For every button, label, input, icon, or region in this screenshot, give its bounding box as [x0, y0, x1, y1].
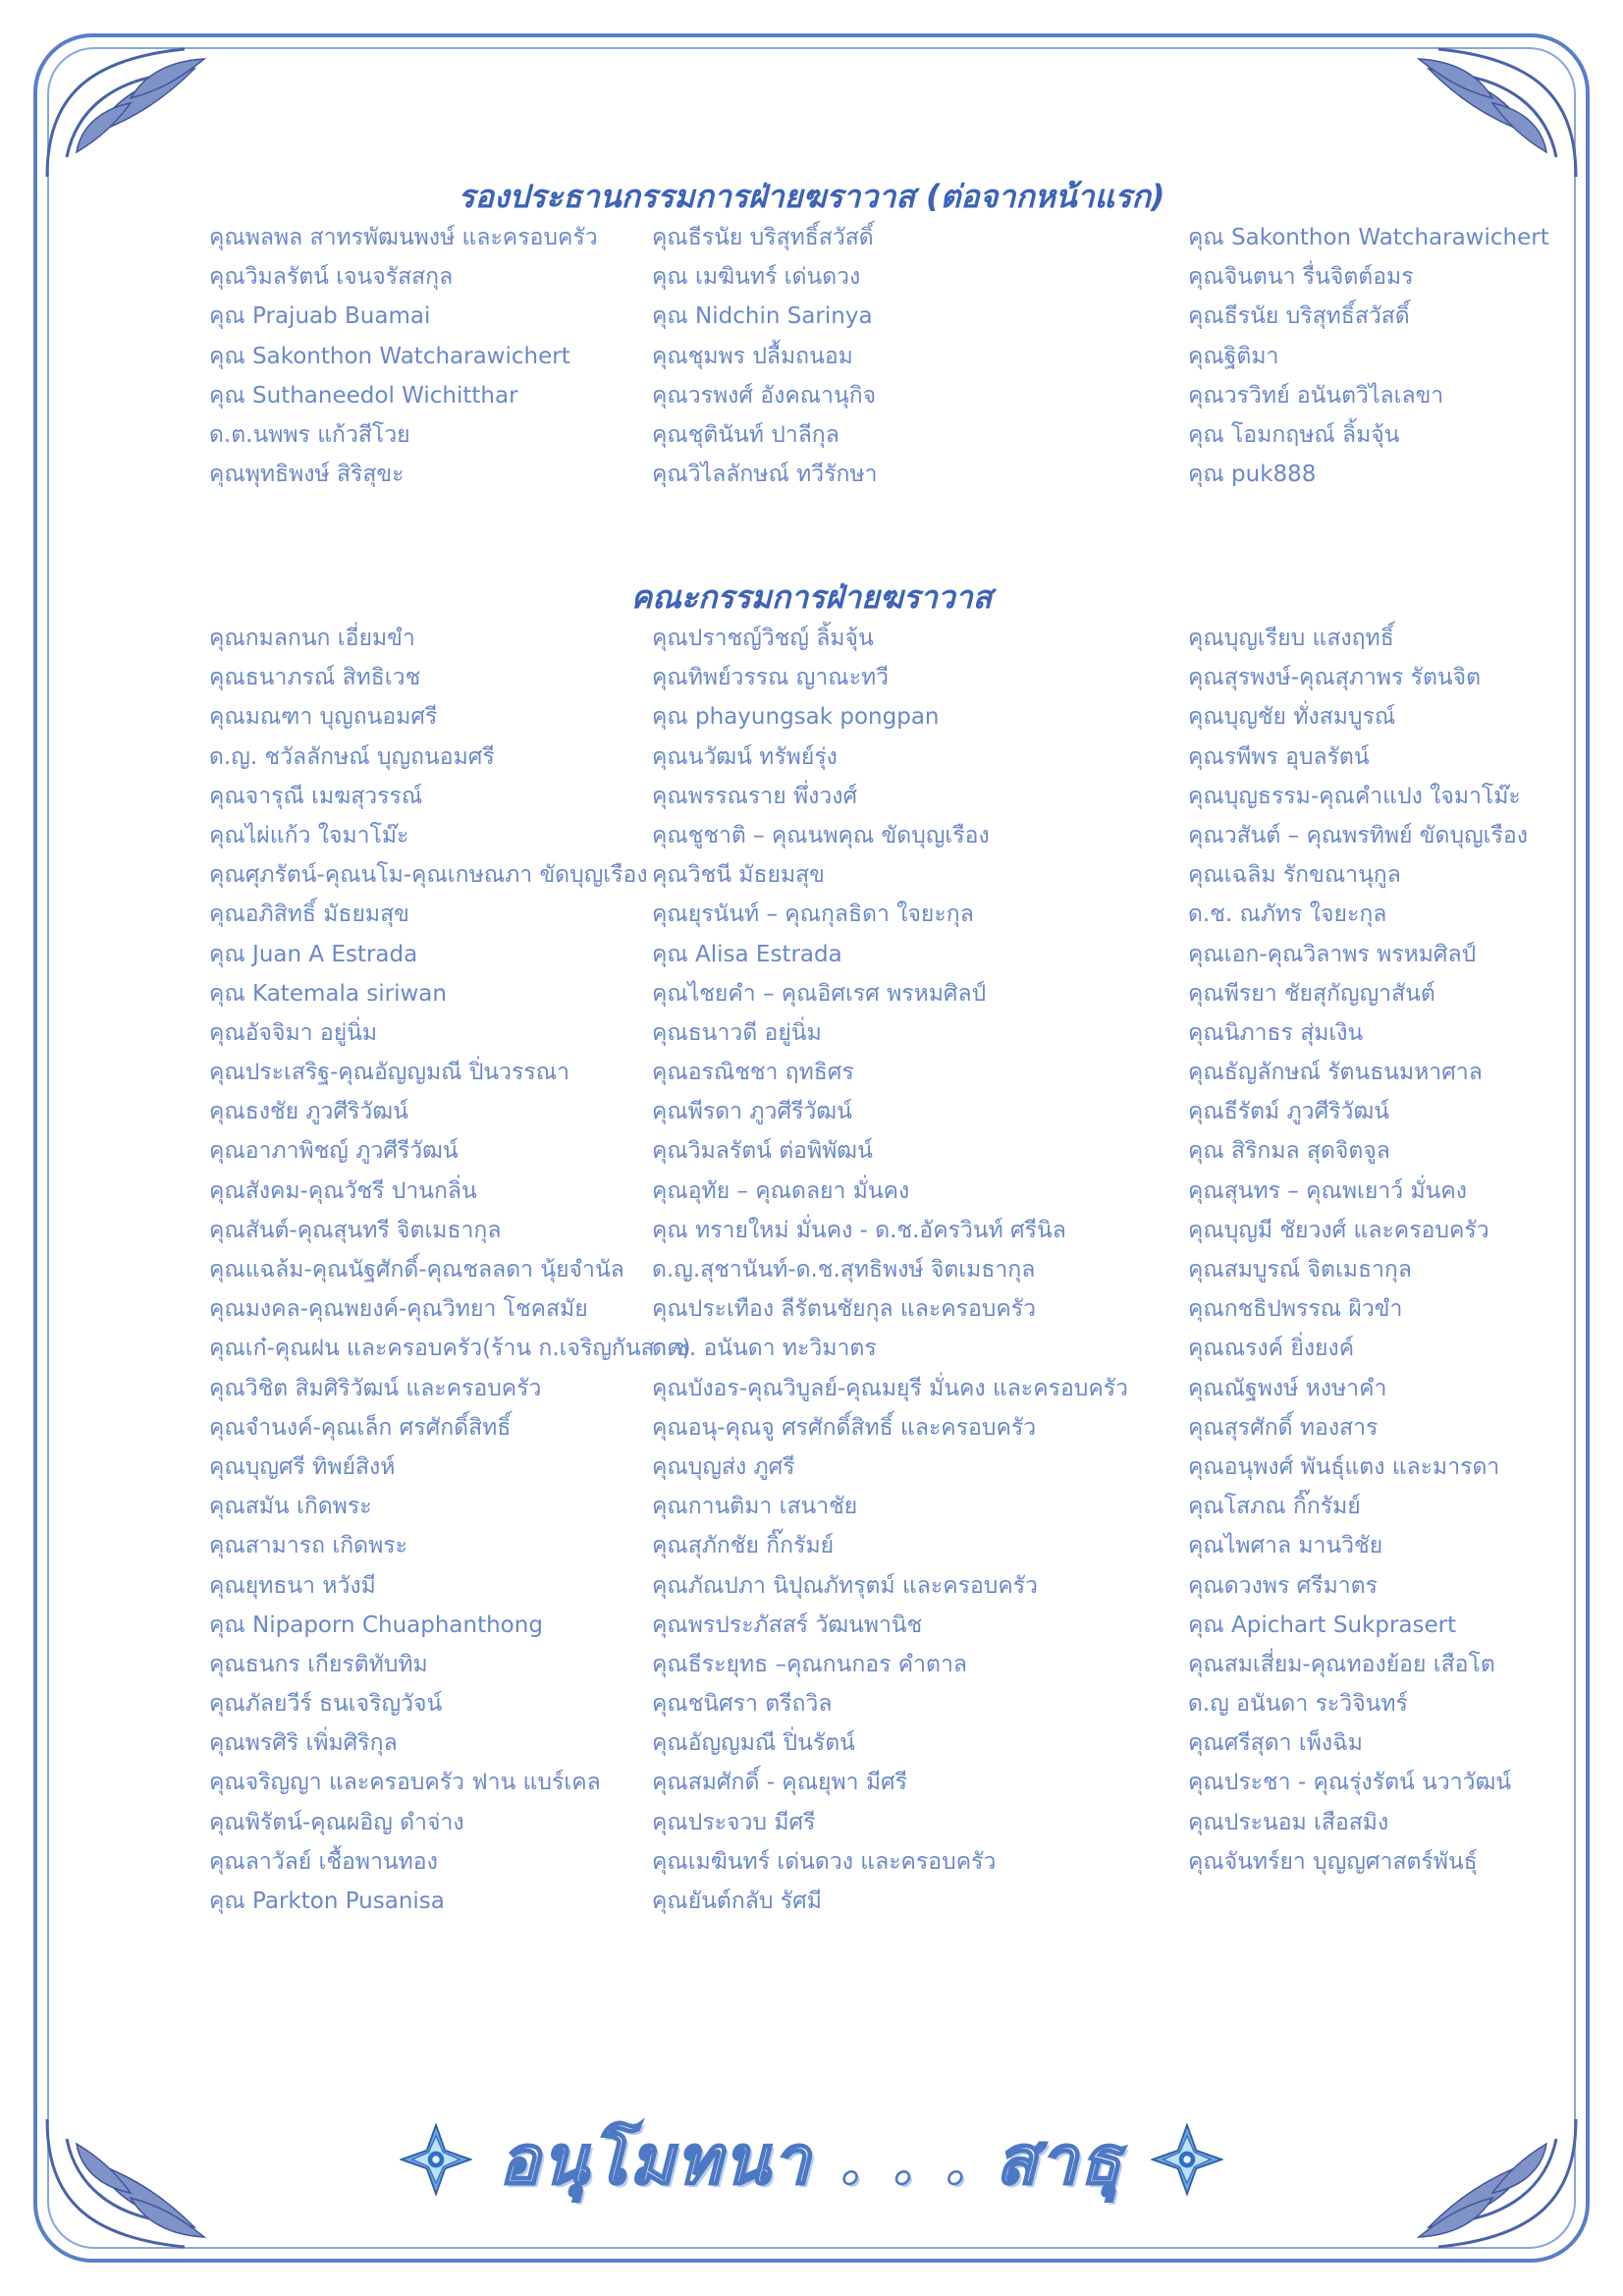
name-entry: คุณอนุ-คุณจู ศรศักดิ์สิทธิ์ และครอบครัว: [652, 1414, 1037, 1441]
name-entry: คุณวิชิต สิมศิริวัฒน์ และครอบครัว: [209, 1375, 542, 1401]
name-entry: คุณจินตนา รื่นจิตต์อมร: [1188, 264, 1414, 291]
ornament-gem-icon: [1151, 2123, 1223, 2196]
name-entry: คุณ Apichart Sukprasert: [1188, 1612, 1457, 1638]
name-entry: คุณกานติมา เสนาชัย: [652, 1494, 858, 1520]
name-entry: คุณ เมฆินทร์ เด่นดวง: [652, 264, 861, 291]
name-entry: คุณอัญญมณี ปิ่นรัตน์: [652, 1730, 855, 1757]
name-entry: คุณสังคม-คุณวัชรี ปานกลิ่น: [209, 1177, 477, 1204]
name-entry: คุณสามารถ เกิดพระ: [209, 1533, 407, 1559]
name-entry: คุณ Sakonthon Watcharawichert: [209, 343, 570, 369]
name-entry: คุณธีรัตม์ ภูวศีริวัฒน์: [1188, 1099, 1389, 1125]
name-entry: คุณชนิศรา ตรีถวิล: [652, 1691, 833, 1718]
name-entry: คุณสันต์-คุณสุนทรี จิตเมธากุล: [209, 1217, 502, 1243]
name-entry: คุณวิชนี มัธยมสุข: [652, 862, 825, 889]
name-entry: คุณธงชัย ภูวศีริวัฒน์: [209, 1099, 408, 1125]
footer-blessing: [0, 2106, 1623, 2214]
name-entry: คุณ Katemala siriwan: [209, 980, 447, 1007]
name-entry: คุณธีระยุทธ –คุณกนกอร คำตาล: [652, 1651, 967, 1677]
name-entry: คุณอภิสิทธิ์ มัธยมสุข: [209, 902, 409, 928]
name-entry: คุณสุรศักดิ์ ทองสาร: [1188, 1414, 1379, 1441]
name-entry: คุณ Alisa Estrada: [652, 941, 842, 967]
name-entry: คุณพีรดา ภูวศีรีวัฒน์: [652, 1099, 852, 1125]
name-entry: คุณสมบูรณ์ จิตเมธากุล: [1188, 1257, 1412, 1283]
vice-chair-section-title: รองประธานกรรมการฝ่ายฆราวาส (ต่อจากหน้าแรก): [458, 178, 1165, 215]
name-entry: คุณวรพงศ์ อังคณานุกิจ: [652, 382, 877, 409]
name-entry: ด.ญ. ชวัลลักษณ์ บุญถนอมศรี: [209, 743, 495, 770]
name-entry: คุณ Sakonthon Watcharawichert: [1188, 225, 1549, 250]
name-entry: คุณ puk888: [1188, 462, 1317, 488]
name-entry: คุณ Prajuab Buamai: [209, 303, 431, 330]
corner-ornament-top-left: [37, 39, 214, 187]
name-entry: คุณสมเสี่ยม-คุณทองย้อย เสือโต: [1188, 1651, 1495, 1677]
name-entry: คุณพรประภัสสร์ วัฒนพานิช: [652, 1612, 923, 1638]
name-entry: คุณดวงพร ศรีมาตร: [1188, 1572, 1378, 1599]
name-entry: คุณวสันต์ – คุณพรทิพย์ ขัดบุญเรือง: [1188, 822, 1528, 848]
name-entry: คุณชุตินันท์ ปาลีกุล: [652, 421, 839, 448]
name-entry: คุณเอก-คุณวิลาพร พรหมศิลป์: [1188, 941, 1477, 967]
name-entry: คุณแฉล้ม-คุณนัฐศักดิ์-คุณชลลดา นุ้ยจำนัล: [209, 1257, 624, 1283]
name-entry: คุณประจวบ มีศรี: [652, 1809, 816, 1835]
name-entry: คุณยุทธนา หวังมี: [209, 1572, 376, 1599]
name-entry: คุณธัญลักษณ์ รัตนธนมหาศาล: [1188, 1060, 1483, 1086]
name-entry: คุณจำนงค์-คุณเล็ก ศรศักดิ์สิทธิ์: [209, 1414, 512, 1441]
name-entry: คุณประเสริฐ-คุณอัญญมณี ปิ่นวรรณา: [209, 1060, 570, 1086]
name-entry: คุณ Nipaporn Chuaphanthong: [209, 1612, 543, 1638]
name-entry: คุณมณฑา บุญถนอมศรี: [209, 704, 438, 731]
name-entry: ด.ญ.สุชานันท์-ด.ช.สุทธิพงษ์ จิตเมธากุล: [652, 1257, 1036, 1283]
ornament-gem-icon: [400, 2123, 472, 2196]
name-entry: คุณอุทัย – คุณดลยา มั่นคง: [652, 1177, 910, 1204]
name-entry: คุณจารุณี เมฆสุวรรณ์: [209, 783, 423, 809]
name-entry: คุณณัฐพงษ์ หงษาคำ: [1188, 1375, 1387, 1401]
name-entry: คุณ Nidchin Sarinya: [652, 303, 873, 330]
name-entry: คุณบุญศรี ทิพย์สิงห์: [209, 1453, 396, 1480]
name-entry: คุณอรณิชชา ฤทธิศร: [652, 1060, 854, 1086]
name-entry: คุณสุนทร – คุณพเยาว์ มั่นคง: [1188, 1177, 1467, 1204]
name-entry: คุณพรศิริ เพิ่มศิริกุล: [209, 1730, 398, 1757]
name-entry: คุณโสภณ กิ๊กรัมย์: [1188, 1494, 1361, 1520]
name-entry: คุณ Juan A Estrada: [209, 941, 418, 967]
name-entry: คุณ phayungsak pongpan: [652, 704, 940, 731]
name-entry: คุณชุมพร ปลื้มถนอม: [652, 343, 853, 369]
name-entry: คุณไผ่แก้ว ใจมาโม๊ะ: [209, 822, 409, 848]
name-entry: คุณนวัฒน์ ทรัพย์รุ่ง: [652, 743, 838, 770]
name-entry: ด.ช. อนันดา ทะวิมาตร: [652, 1336, 877, 1362]
name-entry: คุณลาวัลย์ เชื้อพานทอง: [209, 1848, 438, 1875]
committee-column-1: [209, 619, 690, 1921]
corner-ornament-top-right: [1409, 39, 1586, 187]
name-entry: คุณพรรณราย พึ่งวงศ์: [652, 783, 858, 809]
name-entry: คุณนิภาธร สุ่มเงิน: [1188, 1019, 1364, 1046]
name-entry: คุณธนาภรณ์ สิทธิเวช: [209, 665, 421, 691]
name-entry: คุณพุทธิพงษ์ สิริสุขะ: [209, 462, 405, 488]
name-entry: คุณไพศาล มานวิชัย: [1188, 1533, 1383, 1559]
name-entry: คุณธีรนัย บริสุทธิ์สวัสดิ์: [1188, 303, 1410, 330]
name-entry: คุณกชธิปพรรณ ผิวขำ: [1188, 1296, 1403, 1323]
name-entry: คุณเมฆินทร์ เด่นดวง และครอบครัว: [652, 1848, 997, 1875]
name-entry: คุณบุญส่ง ภูศรี: [652, 1453, 795, 1480]
name-entry: คุณ โอมกฤษณ์ ลิ้มจุ้น: [1188, 421, 1400, 448]
name-entry: คุณพีรยา ชัยสุกัญญาสันต์: [1188, 980, 1435, 1007]
name-entry: คุณรพีพร อุบลรัตน์: [1188, 743, 1370, 770]
committee-column-3: [1188, 619, 1528, 1882]
name-entry: คุณ สิริกมล สุดจิตจูล: [1188, 1138, 1390, 1165]
name-entry: คุณวิไลลักษณ์ ทวีรักษา: [652, 462, 878, 488]
name-entry: คุณศรีสุดา เพ็งฉิม: [1188, 1730, 1363, 1757]
name-entry: คุณมงคล-คุณพยงค์-คุณวิทยา โชคสมัย: [209, 1296, 588, 1323]
name-entry: คุณประเทือง ลีรัตนชัยกุล และครอบครัว: [652, 1296, 1037, 1323]
name-entry: คุณบุญชัย ทั่งสมบูรณ์: [1188, 704, 1396, 731]
name-entry: คุณศุภรัตน์-คุณนโม-คุณเกษณภา ขัดบุญเรือง: [209, 862, 648, 889]
committee-column-2: [652, 619, 1128, 1921]
name-entry: คุณบังอร-คุณวิบูลย์-คุณมยุรี มั่นคง และครอบครัว: [652, 1375, 1129, 1401]
name-entry: คุณกมลกนก เอี่ยมขำ: [209, 626, 415, 651]
name-entry: คุณอนุพงศ์ พันธุ์แตง และมารดา: [1188, 1453, 1500, 1480]
name-entry: คุณเฉลิม รักขณานุกูล: [1188, 862, 1401, 889]
name-entry: คุณประชา - คุณรุ่งรัตน์ นวาวัฒน์: [1188, 1770, 1512, 1796]
name-entry: คุณเก๋-คุณฝน และครอบครัว(ร้าน ก.เจริญกันสาด): [209, 1336, 691, 1362]
name-entry: คุณ Suthaneedol Wichitthar: [209, 382, 518, 409]
name-entry: คุณวิมลรัตน์ ต่อพิพัฒน์: [652, 1138, 873, 1165]
name-entry: คุณจริญญา และครอบครัว ฟาน แบร์เคล: [209, 1770, 601, 1796]
vice-chair-column-3: [1188, 218, 1549, 494]
name-entry: คุณพิรัตน์-คุณผอิญ ดำจ่าง: [209, 1809, 464, 1835]
name-entry: คุณยันต์กลับ รัศมี: [652, 1888, 822, 1914]
name-entry: คุณภัณปภา นิปุณภัทรุตม์ และครอบครัว: [652, 1572, 1039, 1599]
name-entry: คุณ ทรายใหม่ มั่นคง - ด.ช.อัครวินท์ ศรีนิล: [652, 1217, 1066, 1243]
name-entry: คุณสุภักชัย กิ๊กรัมย์: [652, 1533, 835, 1559]
name-entry: คุณอาภาพิชญ์ ภูวศีรีวัฒน์: [209, 1138, 459, 1165]
name-entry: ด.ช. ณภัทร ใจยะกุล: [1188, 902, 1387, 928]
name-entry: คุณจันทร์ยา บุญญศาสตร์พันธุ์: [1188, 1848, 1478, 1875]
name-entry: คุณปราชญ์วิชญ์ ลิ้มจุ้น: [652, 626, 874, 651]
name-entry: คุณบุญธรรม-คุณคำแปง ใจมาโม๊ะ: [1188, 783, 1521, 809]
name-entry: คุณประนอม เสือสมิง: [1188, 1809, 1389, 1835]
name-entry: คุณภัลยวีร์ ธนเจริญวัจน์: [209, 1691, 443, 1718]
committee-section-title: คณะกรรมการฝ่ายฆราวาส: [630, 578, 993, 616]
name-entry: คุณชูชาติ – คุณนพคุณ ขัดบุญเรือง: [652, 822, 990, 848]
name-entry: คุณวรวิทย์ อนันตวิไลเลขา: [1188, 382, 1444, 409]
name-entry: คุณอัจจิมา อยู่นิ่ม: [209, 1019, 378, 1046]
name-entry: คุณทิพย์วรรณ ญาณะทวี: [652, 665, 890, 691]
name-entry: คุณยุรนันท์ – คุณกุลธิดา ใจยะกุล: [652, 902, 974, 928]
name-entry: คุณสมศักดิ์ - คุณยุพา มีศรี: [652, 1770, 908, 1796]
name-entry: คุณไชยคำ – คุณอิศเรศ พรหมศิลป์: [652, 980, 987, 1007]
name-entry: ด.ญ อนันดา ระวิจินทร์: [1188, 1691, 1408, 1718]
vice-chair-column-2: [652, 218, 878, 494]
name-entry: คุณธีรนัย บริสุทธิ์สวัสดิ์: [652, 225, 874, 250]
name-entry: คุณบุญมี ชัยวงศ์ และครอบครัว: [1188, 1217, 1489, 1243]
name-entry: คุณธนาวดี อยู่นิ่ม: [652, 1019, 822, 1046]
name-entry: คุณธนกร เกียรติทับทิม: [209, 1651, 428, 1677]
name-entry: คุณสมัน เกิดพระ: [209, 1494, 372, 1520]
name-entry: คุณ Parkton Pusanisa: [209, 1888, 445, 1914]
name-entry: คุณสุรพงษ์-คุณสุภาพร รัตนจิต: [1188, 665, 1482, 691]
name-entry: คุณฐิติมา: [1188, 343, 1279, 369]
vice-chair-column-1: [209, 218, 598, 494]
name-entry: ด.ต.นพพร แก้วสีโวย: [209, 421, 410, 448]
name-entry: คุณวิมลรัตน์ เจนจรัสสกุล: [209, 264, 454, 291]
footer-text: อนุโมทนา . . . สาธุ: [499, 2121, 1124, 2200]
name-entry: คุณบุญเรียบ แสงฤทธิ์: [1188, 626, 1394, 651]
name-entry: คุณพลพล สาทรพัฒนพงษ์ และครอบครัว: [209, 225, 598, 250]
name-entry: คุณณรงค์ ยิ่งยงค์: [1188, 1336, 1355, 1362]
